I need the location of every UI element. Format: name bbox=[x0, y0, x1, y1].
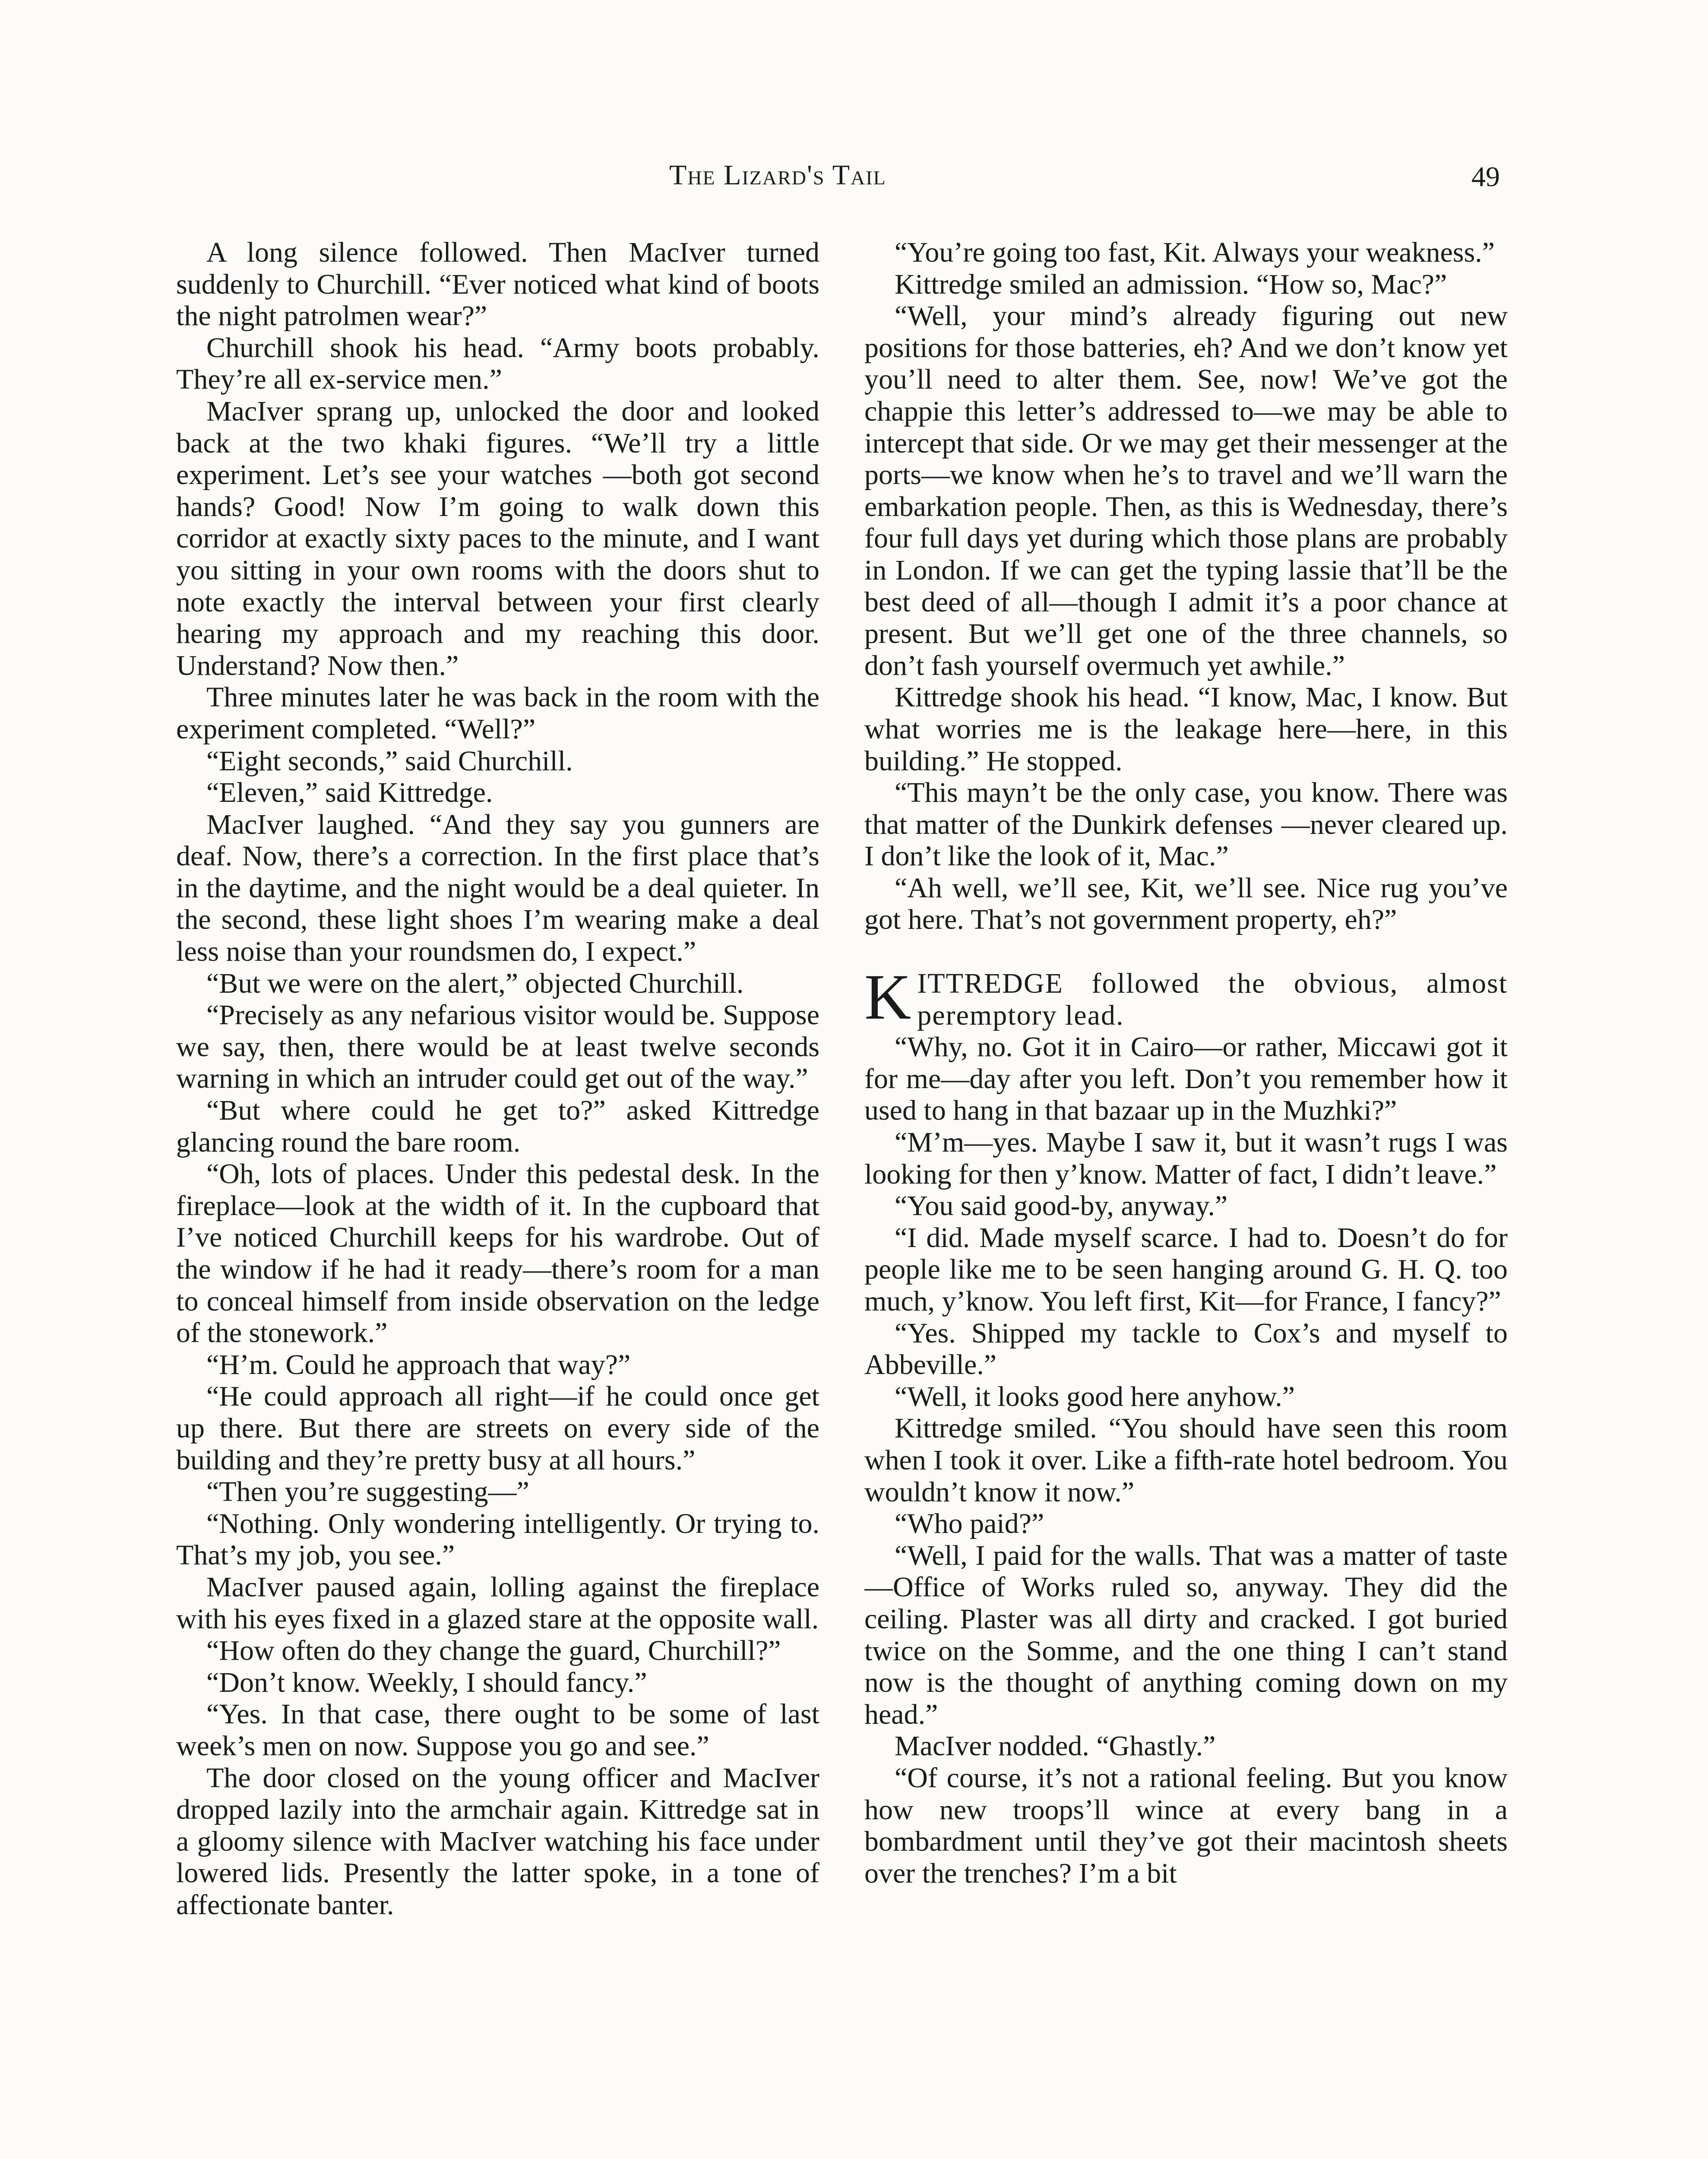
paragraph: Churchill shook his head. “Army boots probably. They’re all ex-service men.” bbox=[176, 332, 819, 396]
paragraph: “H’m. Could he approach that way?” bbox=[206, 1349, 631, 1380]
paragraph: “I did. Made myself scarce. I had to. Doesn’t do for people like me to be seen hanging around G. H. Q. too much, y’know. You left first, Kit—for France, I fancy?” bbox=[864, 1222, 1508, 1317]
paragraph: “Why, no. Got it in Cairo—or rather, Miccawi got it for me—day after you left. Don’t you remember how it used to hang in that bazaar up in the Muzhki?” bbox=[864, 1031, 1508, 1127]
paragraph: Kittredge smiled an admission. “How so, Mac?” bbox=[895, 268, 1447, 300]
paragraph: A long silence followed. Then MacIver turned suddenly to Churchill. “Ever noticed what kind of boots the night patrolmen wear?” bbox=[176, 237, 819, 332]
paragraph: MacIver nodded. “Ghastly.” bbox=[895, 1730, 1216, 1762]
paragraph: “Oh, lots of places. Under this pedestal desk. In the fireplace—look at the width of it. In the cupboard that I’ve noticed Churchill keeps for his wardrobe. Out of the window if he had it ready—there’s room for a man to conceal himself from inside observation on the ledge of the stonework.” bbox=[176, 1158, 819, 1349]
paragraph: MacIver laughed. “And they say you gunners are deaf. Now, there’s a correction. In the first place that’s in the daytime, and the night would be a deal quieter. In the second, these light shoes I’m wearing make a deal less noise than your roundsmen do, I expect.” bbox=[176, 808, 819, 968]
paragraph: Kittredge shook his head. “I know, Mac, I know. But what worries me is the leakage here—here, in this building.” He stopped. bbox=[864, 681, 1508, 777]
paragraph: “Don’t know. Weekly, I should fancy.” bbox=[206, 1666, 647, 1698]
paragraph: “Yes. Shipped my tackle to Cox’s and myself to Abbeville.” bbox=[864, 1317, 1508, 1381]
paragraph: “But where could he get to?” asked Kittredge glancing round the bare room. bbox=[176, 1095, 819, 1158]
paragraph: “Well, I paid for the walls. That was a matter of taste—Office of Works ruled so, anyway. They did the ceiling. Plaster was all dirty and cracked. I got buried twice on the Somme, and the one thing I can’t stand now is the thought of anything coming down on my head.” bbox=[864, 1539, 1508, 1730]
paragraph: “He could approach all right—if he could once get up there. But there are streets on every side of the building and they’re pretty busy at all hours.” bbox=[176, 1380, 819, 1476]
paragraph: “Who paid?” bbox=[895, 1508, 1044, 1540]
paragraph: “Well, it looks good here anyhow.” bbox=[895, 1380, 1295, 1412]
paragraph: “Nothing. Only wondering intelligently. Or trying to. That’s my job, you see.” bbox=[176, 1507, 819, 1571]
paragraph: “You’re going too fast, Kit. Always your weakness.” bbox=[895, 237, 1495, 268]
paragraph: “Eleven,” said Kittredge. bbox=[206, 777, 493, 809]
paragraph: “Of course, it’s not a rational feeling. But you know how new troops’ll wince at every bang in a bombardment until they’ve got their macintosh sheets over the trenches? I’m a bit bbox=[864, 1762, 1508, 1889]
paragraph: “But we were on the alert,” objected Churchill. bbox=[206, 967, 744, 999]
paragraph: “M’m—yes. Maybe I saw it, but it wasn’t rugs I was looking for then y’know. Matter of fact, I didn’t leave.” bbox=[864, 1127, 1508, 1190]
paragraph: “Eight seconds,” said Churchill. bbox=[206, 745, 573, 777]
page-number: 49 bbox=[1471, 161, 1500, 193]
paragraph: Three minutes later he was back in the room with the experiment completed. “Well?” bbox=[176, 681, 819, 745]
paragraph: MacIver paused again, lolling against the fireplace with his eyes fixed in a glazed stare at the opposite wall. bbox=[176, 1571, 819, 1635]
section-opening-paragraph bbox=[864, 961, 1508, 1033]
left-column bbox=[176, 237, 819, 2159]
section-break bbox=[864, 936, 1508, 968]
paragraph: “How often do they change the guard, Churchill?” bbox=[206, 1635, 781, 1667]
paragraph: “You said good-by, anyway.” bbox=[895, 1190, 1228, 1222]
paragraph: MacIver sprang up, unlocked the door and looked back at the two khaki figures. “We’ll try a little experiment. Let’s see your watches —both got second hands? Good! Now I’m going to walk down this corridor at exactly sixty paces to the minute, and I want you sitting in your own rooms with the doors shut to note exactly the interval between your first clearly hearing my approach and my reaching this door. Understand? Now then.” bbox=[176, 395, 819, 681]
page-header bbox=[0, 159, 1708, 206]
paragraph: The door closed on the young officer and MacIver dropped lazily into the armchair again. Kittredge sat in a gloomy silence with MacIver watching his face under lowered lids. Presently the latter spoke, in a tone of affectionate banter. bbox=[176, 1762, 819, 1921]
drop-cap: K bbox=[864, 961, 911, 1033]
paragraph: “Then you’re suggesting—” bbox=[206, 1476, 529, 1508]
paragraph: “This mayn’t be the only case, you know. There was that matter of the Dunkirk defenses —never cleared up. I don’t like the look of it, Mac.” bbox=[864, 777, 1508, 872]
paragraph: “Yes. In that case, there ought to be some of last week’s men on now. Suppose you go and see.” bbox=[176, 1698, 819, 1762]
paragraph: “Precisely as any nefarious visitor would be. Suppose we say, then, there would be at least twelve seconds warning in which an intruder could get out of the way.” bbox=[176, 999, 819, 1095]
running-head: The Lizard's Tail bbox=[669, 159, 886, 191]
right-column bbox=[864, 237, 1508, 2159]
paragraph: Kittredge smiled. “You should have seen this room when I took it over. Like a fifth-rate hotel bedroom. You wouldn’t know it now.” bbox=[864, 1412, 1508, 1508]
paragraph: “Well, your mind’s already figuring out new positions for those batteries, eh? And we don’t know yet you’ll need to alter them. See, now! We’ve got the chappie this letter’s addressed to—we may be able to intercept that side. Or we may get their messenger at the ports—we know when he’s to travel and we’ll warn the embarkation people. Then, as this is Wednesday, there’s four full days yet during which those plans are probably in London. If we can get the typing lassie that’ll be the best deed of all—though I admit it’s a poor chance at present. But we’ll get one of the three channels, so don’t fash yourself overmuch yet awhile.” bbox=[864, 300, 1508, 681]
paragraph: “Ah well, we’ll see, Kit, we’ll see. Nice rug you’ve got here. That’s not government property, eh?” bbox=[864, 872, 1508, 936]
section-opening-text: ITTREDGE followed the obvious, almost peremptory lead. bbox=[917, 968, 1508, 1031]
